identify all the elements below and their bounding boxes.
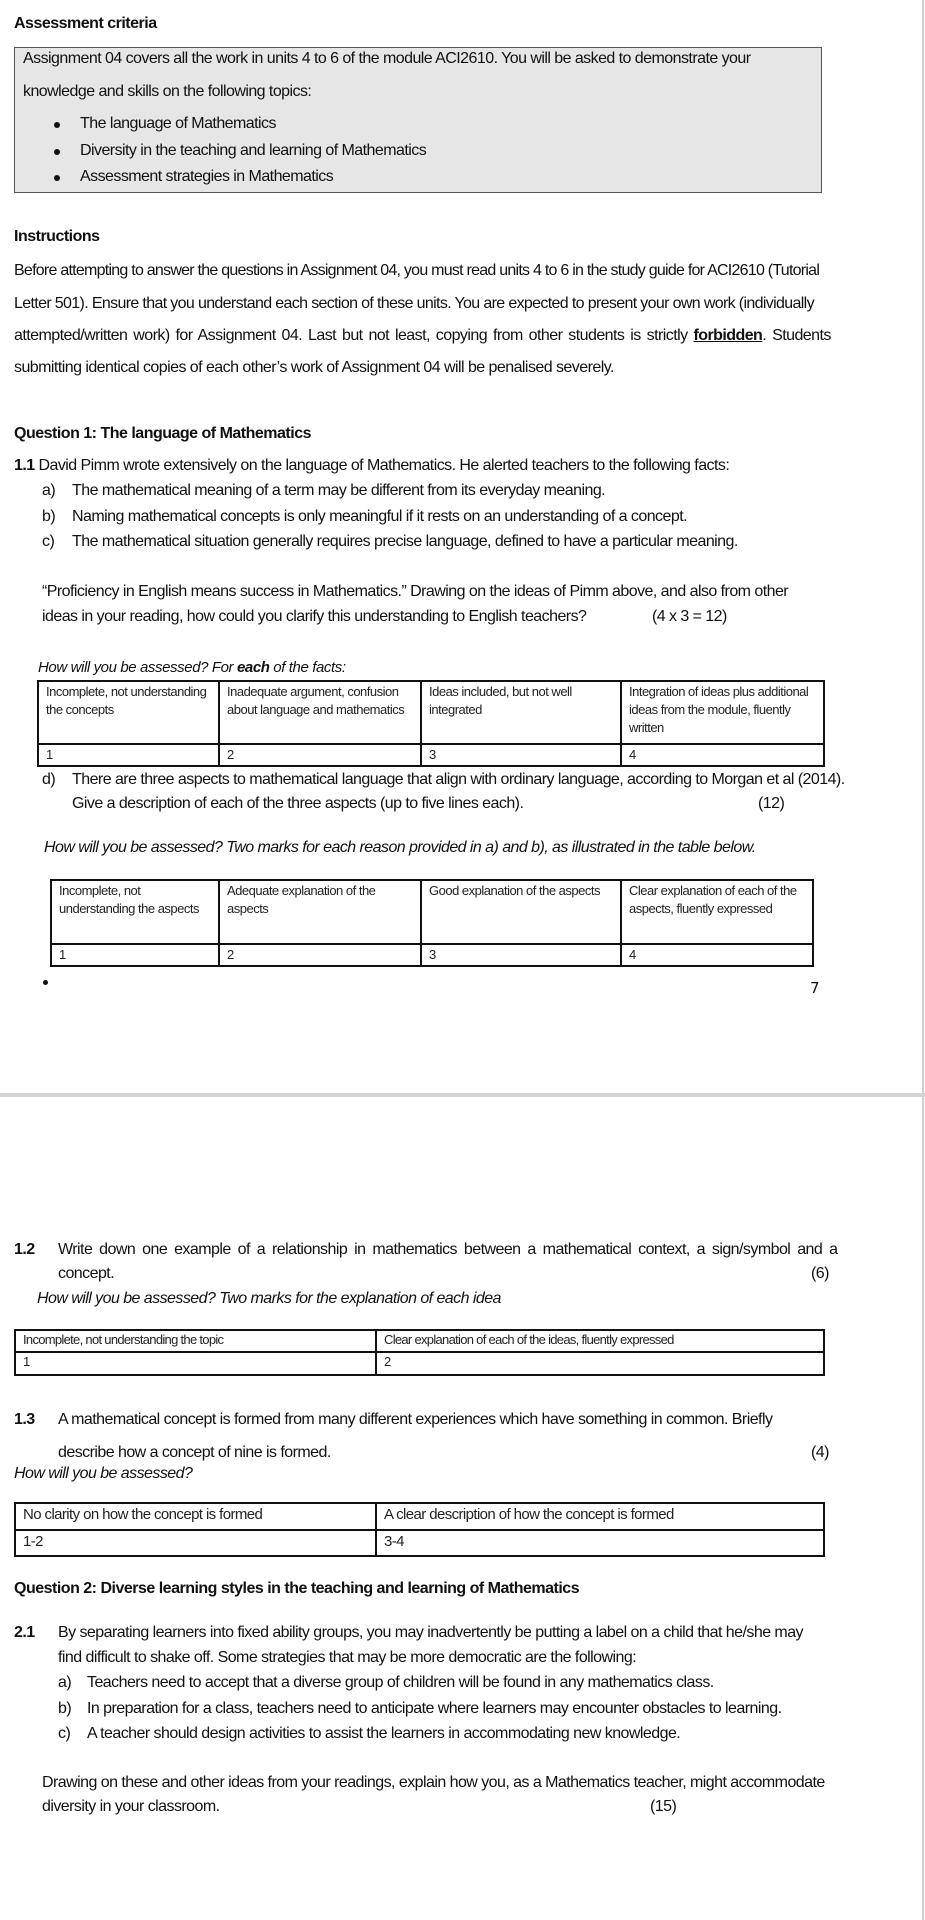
rubric-cell: Incomplete, not understanding the concepts xyxy=(38,681,219,744)
rubric-cell: Integration of ideas plus additional ideas from the module, fluently written xyxy=(621,681,824,744)
rubric-score-row xyxy=(51,944,813,966)
rubric-score: 1 xyxy=(51,944,219,966)
q1-3-marks: (4) xyxy=(811,1444,829,1461)
rubric-score-row xyxy=(15,1352,824,1375)
q1-2-number-text: 1.2 xyxy=(14,1241,35,1258)
q2-1-number-text: 2.1 xyxy=(14,1624,35,1641)
q1-1-d-assessment-label: How will you be assessed? Two marks for each reason provided in a) and b), as illustrated in the table below. xyxy=(44,839,756,856)
topic-item: Diversity in the teaching and learning of Mathematics xyxy=(80,142,427,159)
q1-1-d-line2: Give a description of each of the three aspects (up to five lines each). xyxy=(72,795,524,812)
question1-heading: Question 1: The language of Mathematics xyxy=(14,425,311,442)
q1-3-number-text: 1.3 xyxy=(14,1411,35,1428)
bullet-icon xyxy=(43,980,48,985)
rubric-score: 3 xyxy=(421,944,621,966)
q1-1-marks: (4 x 3 = 12) xyxy=(652,608,727,625)
rubric-score: 1-2 xyxy=(15,1530,376,1556)
fact-label: a) xyxy=(42,482,56,499)
strategy-text: Teachers need to accept that a diverse group of children will be found in any mathematics class. xyxy=(87,1674,714,1691)
q1-1-d-label: d) xyxy=(42,771,56,788)
strategy-label: a) xyxy=(58,1674,72,1691)
rubric-descriptor-row xyxy=(15,1503,824,1530)
bullet-icon xyxy=(54,149,60,155)
rubric-cell: Incomplete, not understanding the aspects xyxy=(51,880,219,944)
rubric-descriptor-row xyxy=(15,1330,824,1352)
rubric-cell: Clear explanation of each of the aspects, fluently expressed xyxy=(621,880,813,944)
q1-2-assessment-label: How will you be assessed? Two marks for the explanation of each idea xyxy=(37,1290,501,1307)
rubric-score: 1 xyxy=(15,1352,376,1375)
rubric-score: 2 xyxy=(219,744,421,766)
instructions-heading: Instructions xyxy=(14,228,100,245)
page-number: 7 xyxy=(810,979,820,997)
instructions-line: Before attempting to answer the questions in Assignment 04, you must read units 4 to 6 in the study guide for ACI2610 (Tutorial xyxy=(14,262,820,279)
rubric-score: 4 xyxy=(621,744,824,766)
q1-3-rubric-table xyxy=(14,1502,825,1557)
rubric-descriptor-row xyxy=(38,681,824,744)
rubric-cell: Good explanation of the aspects xyxy=(421,880,621,944)
q1-1-intro xyxy=(14,457,729,475)
q1-2-rubric-table xyxy=(14,1329,825,1376)
instructions-line: submitting identical copies of each other’s work of Assignment 04 will be penalised severely. xyxy=(14,359,614,376)
rubric-cell: Adequate explanation of the aspects xyxy=(219,880,421,944)
bullet-icon xyxy=(54,175,60,181)
q2-1-line2: find difficult to shake off. Some strategies that may be more democratic are the following: xyxy=(58,1649,637,1666)
q2-1-prompt-line2: diversity in your classroom. xyxy=(42,1798,220,1815)
rubric-cell: No clarity on how the concept is formed xyxy=(15,1503,376,1530)
fact-text: The mathematical situation generally requires precise language, defined to have a particular meaning. xyxy=(72,533,738,550)
assessment-prefix: How will you be assessed? For xyxy=(38,659,237,676)
fact-label: b) xyxy=(42,508,56,525)
q2-1-line1: By separating learners into fixed ability groups, you may inadvertently be putting a label on a child that he/she may xyxy=(58,1624,804,1641)
q1-2-number xyxy=(14,1241,35,1259)
rubric-score-row xyxy=(38,744,824,766)
q1-2-line2: concept. xyxy=(58,1265,115,1282)
q1-3-number xyxy=(14,1411,35,1429)
q1-1-intro-text: David Pimm wrote extensively on the language of Mathematics. He alerted teachers to the following facts: xyxy=(38,457,730,474)
fact-label: c) xyxy=(42,533,55,550)
rubric-score: 2 xyxy=(376,1352,824,1375)
strategy-label: b) xyxy=(58,1700,72,1717)
q1-1-number: 1.1 xyxy=(14,457,35,474)
page-break xyxy=(0,1093,925,1097)
instructions-line-text: attempted/written work) for Assignment 04. Last but not least, copying from other students is strictly xyxy=(14,327,694,344)
rubric-cell: Inadequate argument, confusion about language and mathematics xyxy=(219,681,421,744)
instructions-line: Letter 501). Ensure that you understand each section of these units. You are expected to present your own work (individually xyxy=(14,295,814,312)
q1-1-d-line1: There are three aspects to mathematical language that align with ordinary language, according to Morgan et al (2014). xyxy=(72,771,845,788)
q2-1-number xyxy=(14,1624,35,1642)
fact-text: The mathematical meaning of a term may be different from its everyday meaning. xyxy=(72,482,606,499)
q1-1-prompt-line1: “Proficiency in English means success in Mathematics.” Drawing on the ideas of Pimm above, and also from other xyxy=(42,583,789,600)
strategy-text: In preparation for a class, teachers need to anticipate where learners may encounter obstacles to learning. xyxy=(87,1700,782,1717)
fact-text: Naming mathematical concepts is only meaningful if it rests on an understanding of a concept. xyxy=(72,508,687,525)
criteria-intro-line2: knowledge and skills on the following topics: xyxy=(23,83,312,100)
rubric-cell: Incomplete, not understanding the topic xyxy=(15,1330,376,1352)
strategy-text: A teacher should design activities to assist the learners in accommodating new knowledge. xyxy=(87,1725,681,1742)
rubric-cell: Ideas included, but not well integrated xyxy=(421,681,621,744)
q1-1-assessment-label xyxy=(38,659,346,676)
assessment-criteria-heading: Assessment criteria xyxy=(14,15,157,32)
instructions-line xyxy=(14,327,831,345)
q1-1-d-marks: (12) xyxy=(758,795,785,812)
q1-3-line2: describe how a concept of nine is formed. xyxy=(58,1444,331,1461)
rubric-score: 3-4 xyxy=(376,1530,824,1556)
bullet-icon xyxy=(54,122,60,128)
q1-2-line1: Write down one example of a relationship in mathematics between a mathematical context, a sign/symbol and a xyxy=(58,1241,838,1258)
assessment-bold: each xyxy=(236,659,270,676)
rubric-score: 3 xyxy=(421,744,621,766)
q1-3-line1: A mathematical concept is formed from many different experiences which have something in common. Briefly xyxy=(58,1411,773,1428)
forbidden-emphasis: forbidden xyxy=(693,327,763,344)
rubric-score: 4 xyxy=(621,944,813,966)
topic-item: The language of Mathematics xyxy=(80,115,276,132)
rubric-score: 1 xyxy=(38,744,219,766)
rubric-cell: A clear description of how the concept is formed xyxy=(376,1503,824,1530)
rubric-score-row xyxy=(15,1530,824,1556)
assessment-suffix: of the facts: xyxy=(269,659,346,676)
q1-1-d-rubric-table xyxy=(50,879,814,967)
question2-heading: Question 2: Diverse learning styles in the teaching and learning of Mathematics xyxy=(14,1580,580,1597)
topic-item: Assessment strategies in Mathematics xyxy=(80,168,334,185)
rubric-cell: Clear explanation of each of the ideas, fluently expressed xyxy=(376,1330,824,1352)
criteria-intro-line1: Assignment 04 covers all the work in units 4 to 6 of the module ACI2610. You will be asked to demonstrate your xyxy=(23,50,751,67)
page-right-edge xyxy=(922,0,924,1920)
strategy-label: c) xyxy=(58,1725,71,1742)
q1-3-assessment-label: How will you be assessed? xyxy=(14,1465,193,1482)
rubric-descriptor-row xyxy=(51,880,813,944)
q1-1-prompt-line2: ideas in your reading, how could you clarify this understanding to English teachers? xyxy=(42,608,587,625)
q1-1-rubric-table xyxy=(37,680,825,767)
q1-2-marks: (6) xyxy=(811,1265,829,1282)
q2-1-marks: (15) xyxy=(650,1798,677,1815)
rubric-score: 2 xyxy=(219,944,421,966)
q2-1-prompt-line1: Drawing on these and other ideas from your readings, explain how you, as a Mathematics teacher, might accommodate xyxy=(42,1774,825,1791)
instructions-line-tail: . Students xyxy=(762,327,831,344)
